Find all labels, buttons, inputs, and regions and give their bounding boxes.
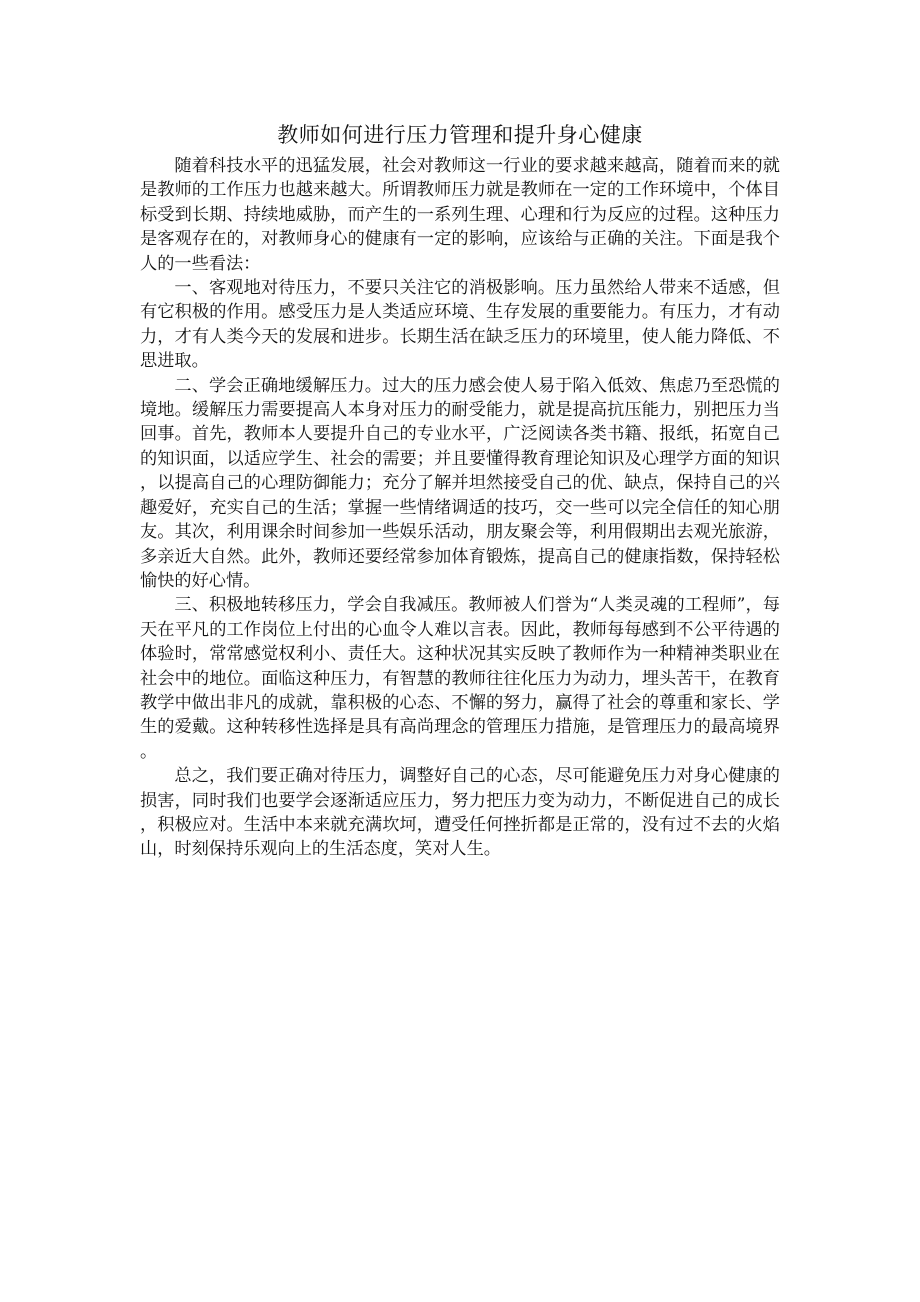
conclusion-paragraph: 总之，我们要正确对待压力，调整好自己的心态，尽可能避免压力对身心健康的损害，同时我们也要学会逐渐适应压力，努力把压力变为动力，不断促进自己的成长，积极应对。生活中本来就充满坎坷，遭受任何挫折都是正常的，没有过不去的火焰山，时刻保持乐观向上的生活态度，笑对人生。 [140, 766, 780, 860]
point-two-paragraph: 二、学会正确地缓解压力。过大的压力感会使人易于陷入低效、焦虑乃至恐慌的境地。缓解压力需要提高人本身对压力的耐受能力，就是提高抗压能力，别把压力当回事。首先，教师本人要提升自己的专业水平，广泛阅读各类书籍、报纸，拓宽自己的知识面，以适应学生、社会的需要；并且要懂得教育理论知识及心理学方面的知识，以提高自己的心理防御能力；充分了解并坦然接受自己的优、缺点，保持自己的兴趣爱好，充实自己的生活；掌握一些情绪调适的技巧，交一些可以完全信任的知心朋友。其次，利用课余时间参加一些娱乐活动，朋友聚会等，利用假期出去观光旅游，多亲近大自然。此外，教师还要经常参加体育锻炼，提高自己的健康指数，保持轻松愉快的好心情。 [140, 375, 780, 591]
document-body [140, 154, 780, 862]
point-one-paragraph: 一、客观地对待压力，不要只关注它的消极影响。压力虽然给人带来不适感，但有它积极的作用。感受压力是人类适应环境、生存发展的重要能力。有压力，才有动力，才有人类今天的发展和进步。长期生活在缺乏压力的环境里，使人能力降低、不思进取。 [140, 278, 780, 372]
point-three-paragraph: 三、积极地转移压力，学会自我减压。教师被人们誉为“人类灵魂的工程师”，每天在平凡的工作岗位上付出的心血令人难以言表。因此，教师每每感到不公平待遇的体验时，常常感觉权利小、责任大。这种状况其实反映了教师作为一种精神类职业在社会中的地位。面临这种压力，有智慧的教师往往化压力为动力，埋头苦干，在教育教学中做出非凡的成就，靠积极的心态、不懈的努力，赢得了社会的尊重和家长、学生的爱戴。这种转移性选择是具有高尚理念的管理压力措施，是管理压力的最高境界。 [140, 595, 780, 762]
document-title: 教师如何进行压力管理和提升身心健康 [277, 123, 643, 147]
intro-paragraph: 随着科技水平的迅猛发展，社会对教师这一行业的要求越来越高，随着而来的就是教师的工作压力也越来越大。所谓教师压力就是教师在一定的工作环境中，个体目标受到长期、持续地威胁，而产生的一系列生理、心理和行为反应的过程。这种压力是客观存在的，对教师身心的健康有一定的影响，应该给与正确的关注。下面是我个人的一些看法： [140, 156, 780, 274]
